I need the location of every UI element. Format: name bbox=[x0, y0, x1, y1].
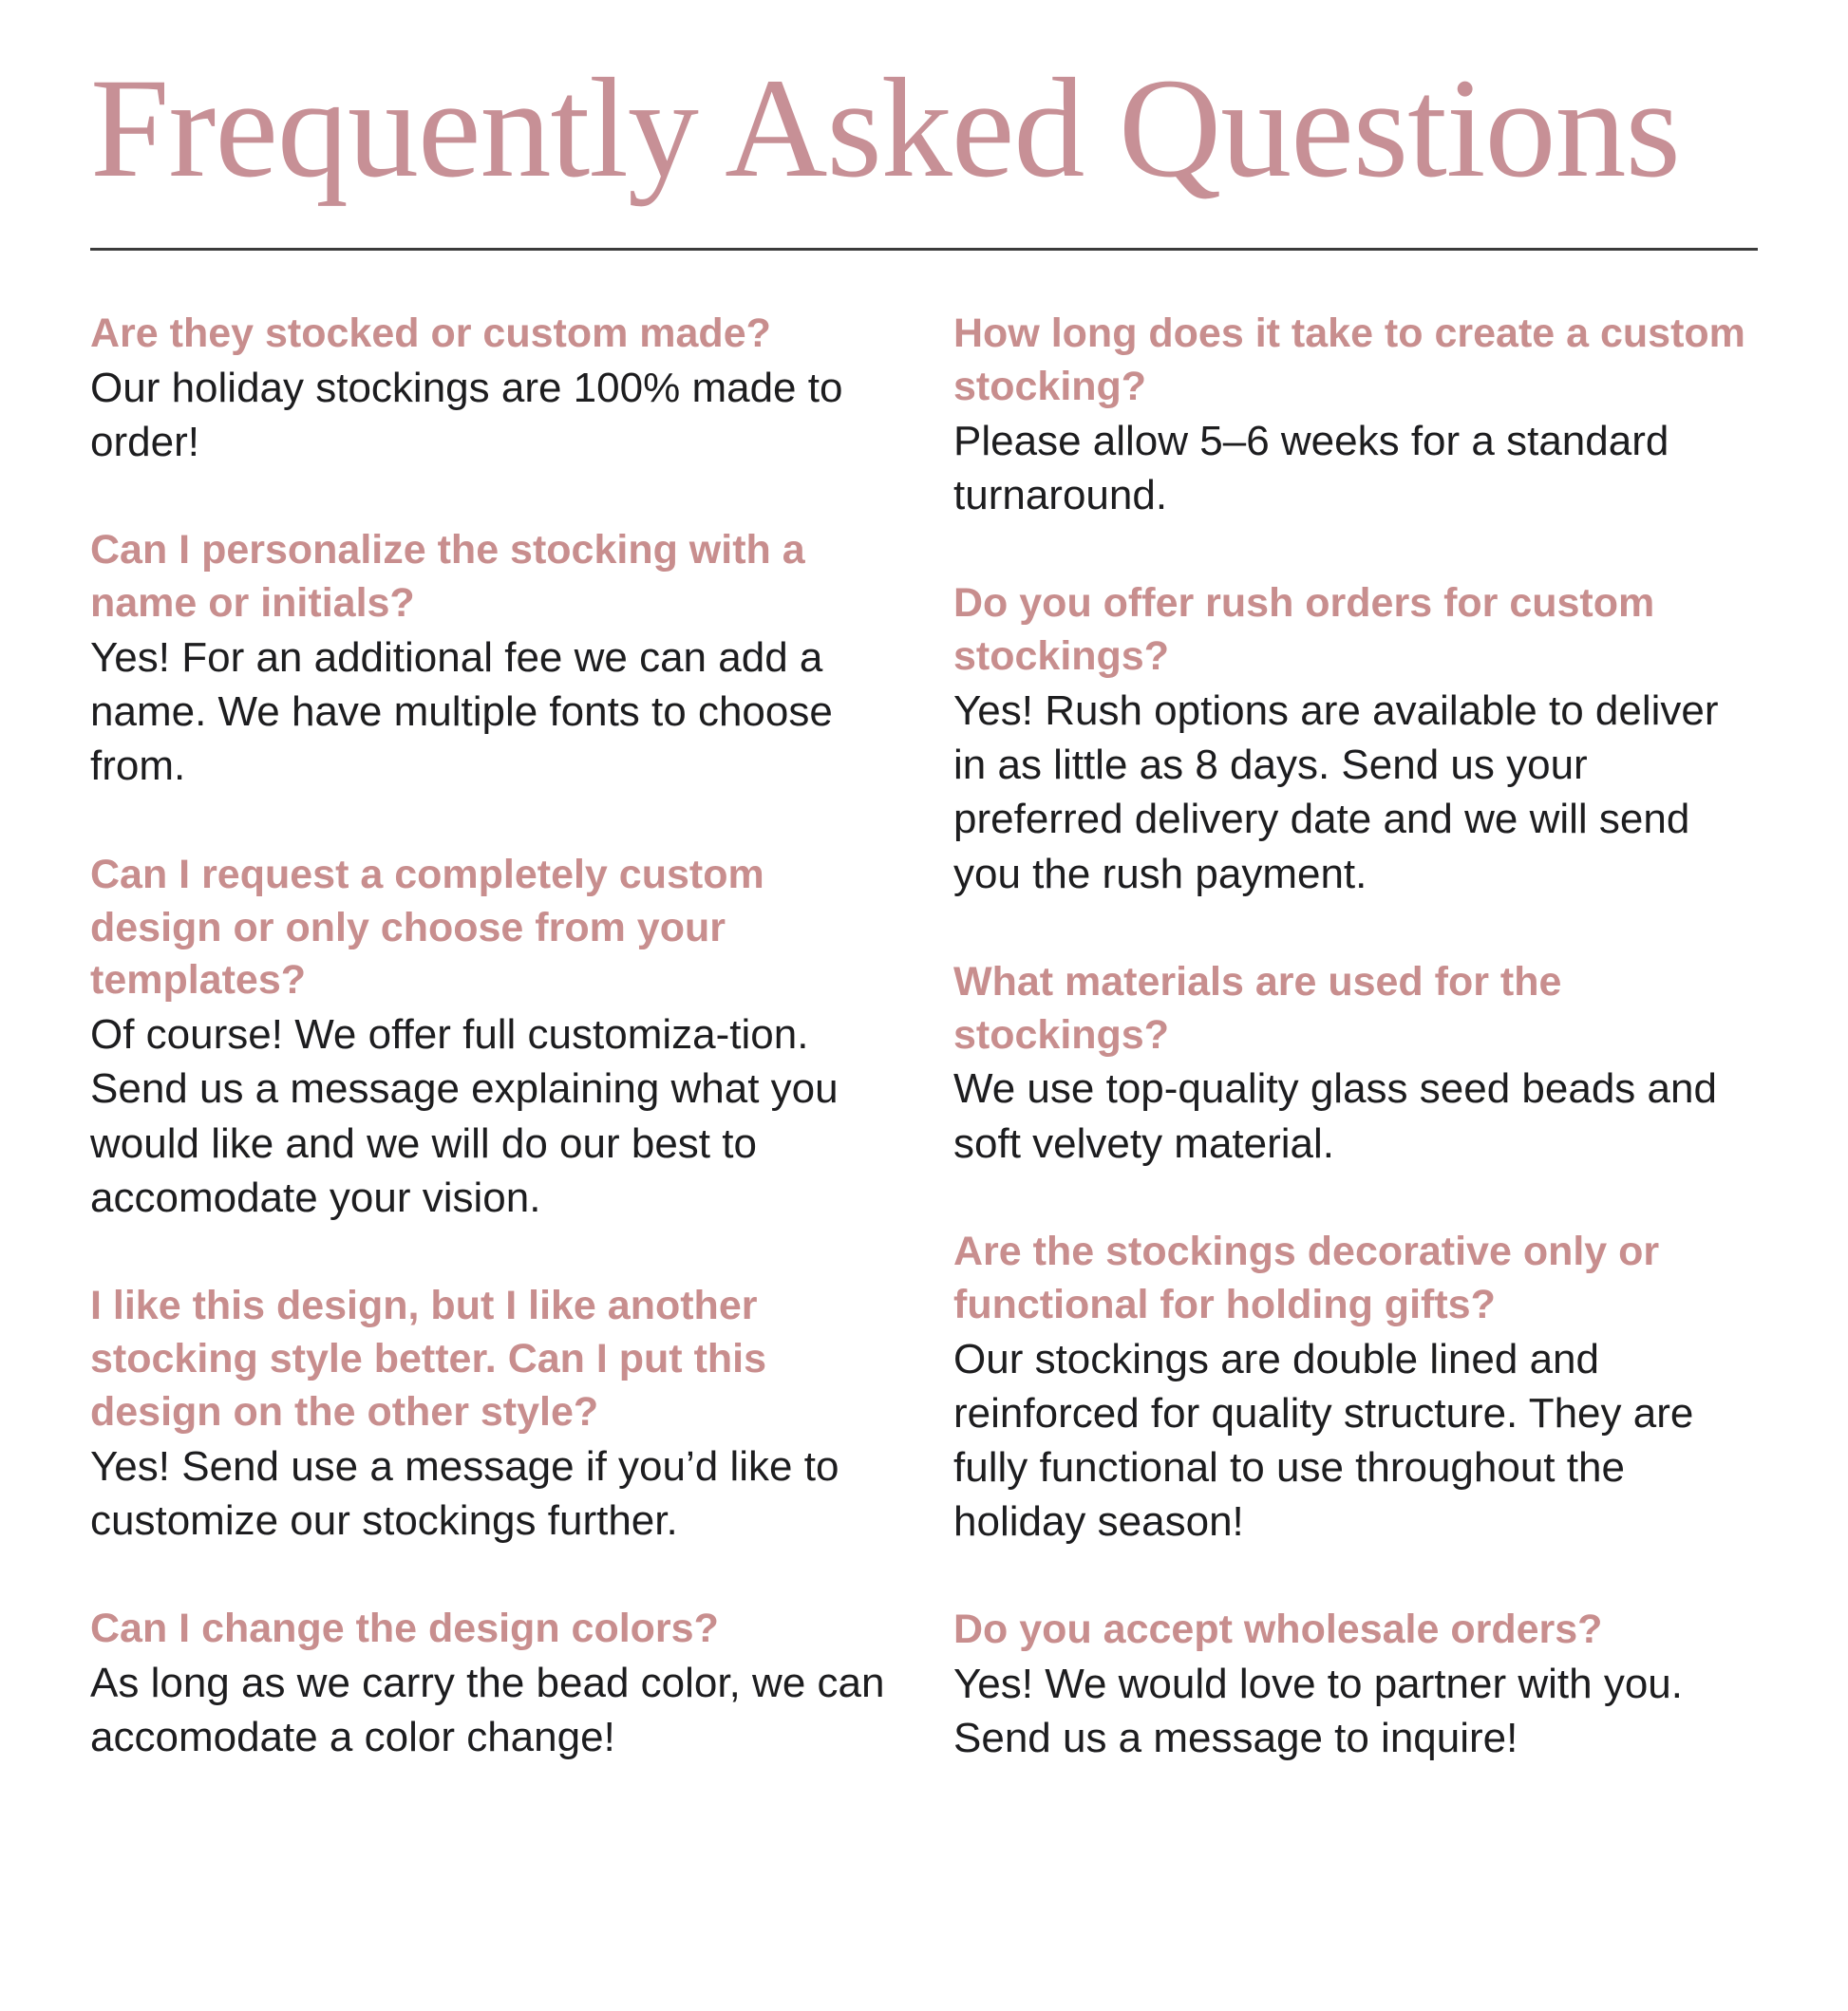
faq-answer: Our stockings are double lined and reinforced for quality structure. They are fully functional to use throughout the holiday season! bbox=[953, 1335, 1694, 1546]
faq-item bbox=[953, 308, 1758, 522]
faq-item bbox=[90, 1603, 895, 1764]
faq-question: Are they stocked or custom made? bbox=[90, 310, 771, 356]
faq-question: Can I change the design colors? bbox=[90, 1606, 719, 1652]
faq-question: How long does it take to create a custom stocking? bbox=[953, 310, 1745, 409]
page-title: Frequently Asked Questions bbox=[90, 49, 1680, 207]
faq-column-left bbox=[90, 308, 895, 1766]
faq-item bbox=[90, 308, 895, 469]
faq-answer: Yes! Rush options are available to deliver in as little as 8 days. Send us your preferred delivery date and we will send you the rush payment. bbox=[953, 686, 1719, 897]
faq-question: Do you accept wholesale orders? bbox=[953, 1607, 1603, 1653]
faq-question: Can I personalize the stocking with a name or initials? bbox=[90, 527, 805, 627]
faq-column-right bbox=[953, 308, 1758, 1766]
faq-answer: Yes! We would love to partner with you. Send us a message to inquire! bbox=[953, 1661, 1683, 1762]
faq-answer: Our holiday stockings are 100% made to order! bbox=[90, 364, 843, 466]
faq-answer: Of course! We offer full customiza-tion. Send us a message explaining what you would like and we will do our best to accomodate your vision. bbox=[90, 1011, 839, 1221]
faq-question: I like this design, but I like another stocking style better. Can I put this design on the other style? bbox=[90, 1283, 767, 1435]
faq-item bbox=[90, 1280, 895, 1548]
title-divider bbox=[90, 248, 1758, 251]
faq-item bbox=[90, 849, 895, 1225]
faq-item bbox=[90, 524, 895, 793]
faq-answer: We use top-quality glass seed beads and soft velvety material. bbox=[953, 1065, 1717, 1167]
faq-item bbox=[953, 577, 1758, 901]
faq-question: Do you offer rush orders for custom stockings? bbox=[953, 580, 1655, 680]
faq-answer: Yes! Send use a message if you’d like to customize our stockings further. bbox=[90, 1442, 839, 1544]
faq-question: What materials are used for the stockings? bbox=[953, 958, 1562, 1058]
faq-question: Are the stockings decorative only or functional for holding gifts? bbox=[953, 1228, 1660, 1327]
faq-item bbox=[953, 956, 1758, 1171]
faq-item bbox=[953, 1604, 1758, 1765]
faq-columns bbox=[90, 308, 1758, 1766]
faq-question: Can I request a completely custom design or only choose from your templates? bbox=[90, 851, 764, 1004]
faq-answer: Yes! For an additional fee we can add a name. We have multiple fonts to choose from. bbox=[90, 634, 833, 790]
faq-item bbox=[953, 1226, 1758, 1550]
faq-answer: Please allow 5–6 weeks for a standard turnaround. bbox=[953, 417, 1669, 518]
faq-answer: As long as we carry the bead color, we can accomodate a color change! bbox=[90, 1659, 885, 1761]
